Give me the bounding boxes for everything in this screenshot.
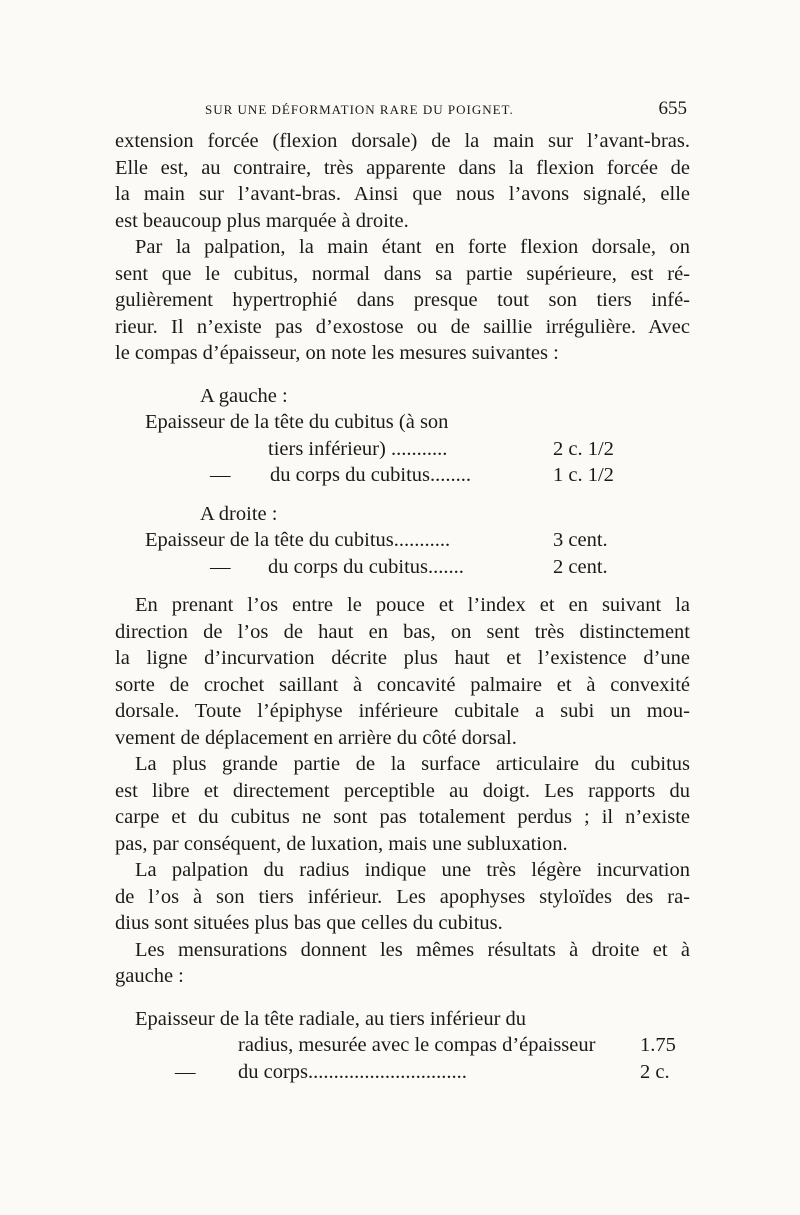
measure-label: du corps du cubitus.......	[268, 555, 464, 578]
text-line: La plus grande partie de la surface articulaire du cubitus	[135, 753, 690, 775]
text-line: Elle est, au contraire, très apparente dans la flexion forcée de	[115, 156, 690, 179]
measure-label: Epaisseur de la tête radiale, au tiers inférieur du	[135, 1007, 527, 1030]
page-number: 655	[658, 98, 687, 119]
text-line: dius sont situées plus bas que celles du cubitus.	[115, 912, 503, 934]
text-line: extension forcée (flexion dorsale) de la main sur l’avant-bras.	[115, 130, 690, 152]
text-line: vement de déplacement en arrière du côté dorsal.	[115, 726, 517, 749]
measure-label: du corps du cubitus........	[270, 464, 471, 486]
text-line: direction de l’os de haut en bas, on sent très distinctement	[115, 620, 690, 643]
text-line: sent que le cubitus, normal dans sa partie supérieure, est ré-	[115, 262, 690, 285]
measure-heading: A droite :	[200, 502, 278, 525]
text-line: pas, par conséquent, de luxation, mais une subluxation.	[115, 832, 568, 855]
text-line: de l’os à son tiers inférieur. Les apophyses styloïdes des ra-	[115, 885, 690, 908]
text-line: Les mensurations donnent les mêmes résultats à droite et à	[135, 938, 690, 961]
measure-heading-right	[115, 501, 690, 528]
measure-value: 2 c.	[640, 1060, 670, 1083]
measure-row	[115, 1032, 690, 1059]
text-line: carpe et du cubitus ne sont pas totalement perdus ; il n’existe	[115, 806, 690, 828]
text-line: Par la palpation, la main étant en forte flexion dorsale, on	[135, 236, 690, 258]
text-line: est beaucoup plus marquée à droite.	[115, 209, 409, 232]
measure-value: 1 c. 1/2	[553, 464, 614, 486]
page-header	[115, 100, 687, 130]
measure-label: tiers inférieur) ...........	[268, 437, 448, 460]
measure-heading: A gauche :	[200, 384, 288, 407]
measure-row	[115, 554, 690, 581]
text-line: rieur. Il n’existe pas d’exostose ou de saillie irrégulière. Avec	[115, 315, 690, 338]
text-line: sorte de crochet saillant à concavité palmaire et à convexité	[115, 673, 690, 696]
text-line: dorsale. Toute l’épiphyse inférieure cubitale a subi un mou-	[115, 700, 690, 722]
text-line: la main sur l’avant-bras. Ainsi que nous l’avons signalé, elle	[115, 183, 690, 205]
measure-row	[115, 527, 690, 554]
measure-value: 2 c. 1/2	[553, 437, 614, 460]
text-line: le compas d’épaisseur, on note les mesures suivantes :	[115, 342, 559, 364]
measure-row	[115, 1059, 690, 1086]
text-line: gulièrement hypertrophié dans presque tout son tiers infé-	[115, 289, 690, 311]
body-text	[115, 128, 690, 1085]
ditto-dash: —	[175, 1060, 196, 1083]
text-line: En prenant l’os entre le pouce et l’index et en suivant la	[135, 594, 690, 616]
measure-row	[115, 1006, 690, 1033]
measure-label: du corps...............................	[238, 1060, 467, 1083]
running-title: SUR UNE DÉFORMATION RARE DU POIGNET.	[205, 102, 514, 117]
measure-heading-left	[115, 383, 690, 410]
text-line: la ligne d’incurvation décrite plus haut et l’existence d’une	[115, 647, 690, 669]
measure-row	[115, 409, 690, 436]
measure-value: 3 cent.	[553, 529, 608, 551]
ditto-dash: —	[210, 555, 231, 578]
text-line: est libre et directement perceptible au doigt. Les rapports du	[115, 779, 690, 802]
measure-row	[115, 462, 690, 489]
measure-label: radius, mesurée avec le compas d’épaisseur	[238, 1034, 596, 1056]
measure-value: 2 cent.	[553, 555, 608, 578]
measure-row	[115, 436, 690, 463]
measure-label: Epaisseur de la tête du cubitus...........	[145, 529, 451, 551]
ditto-dash: —	[210, 464, 231, 486]
measure-value: 1.75	[640, 1034, 676, 1056]
measure-label: Epaisseur de la tête du cubitus (à son	[145, 411, 449, 433]
text-line: La palpation du radius indique une très légère incurvation	[135, 859, 690, 881]
text-line: gauche :	[115, 965, 184, 987]
